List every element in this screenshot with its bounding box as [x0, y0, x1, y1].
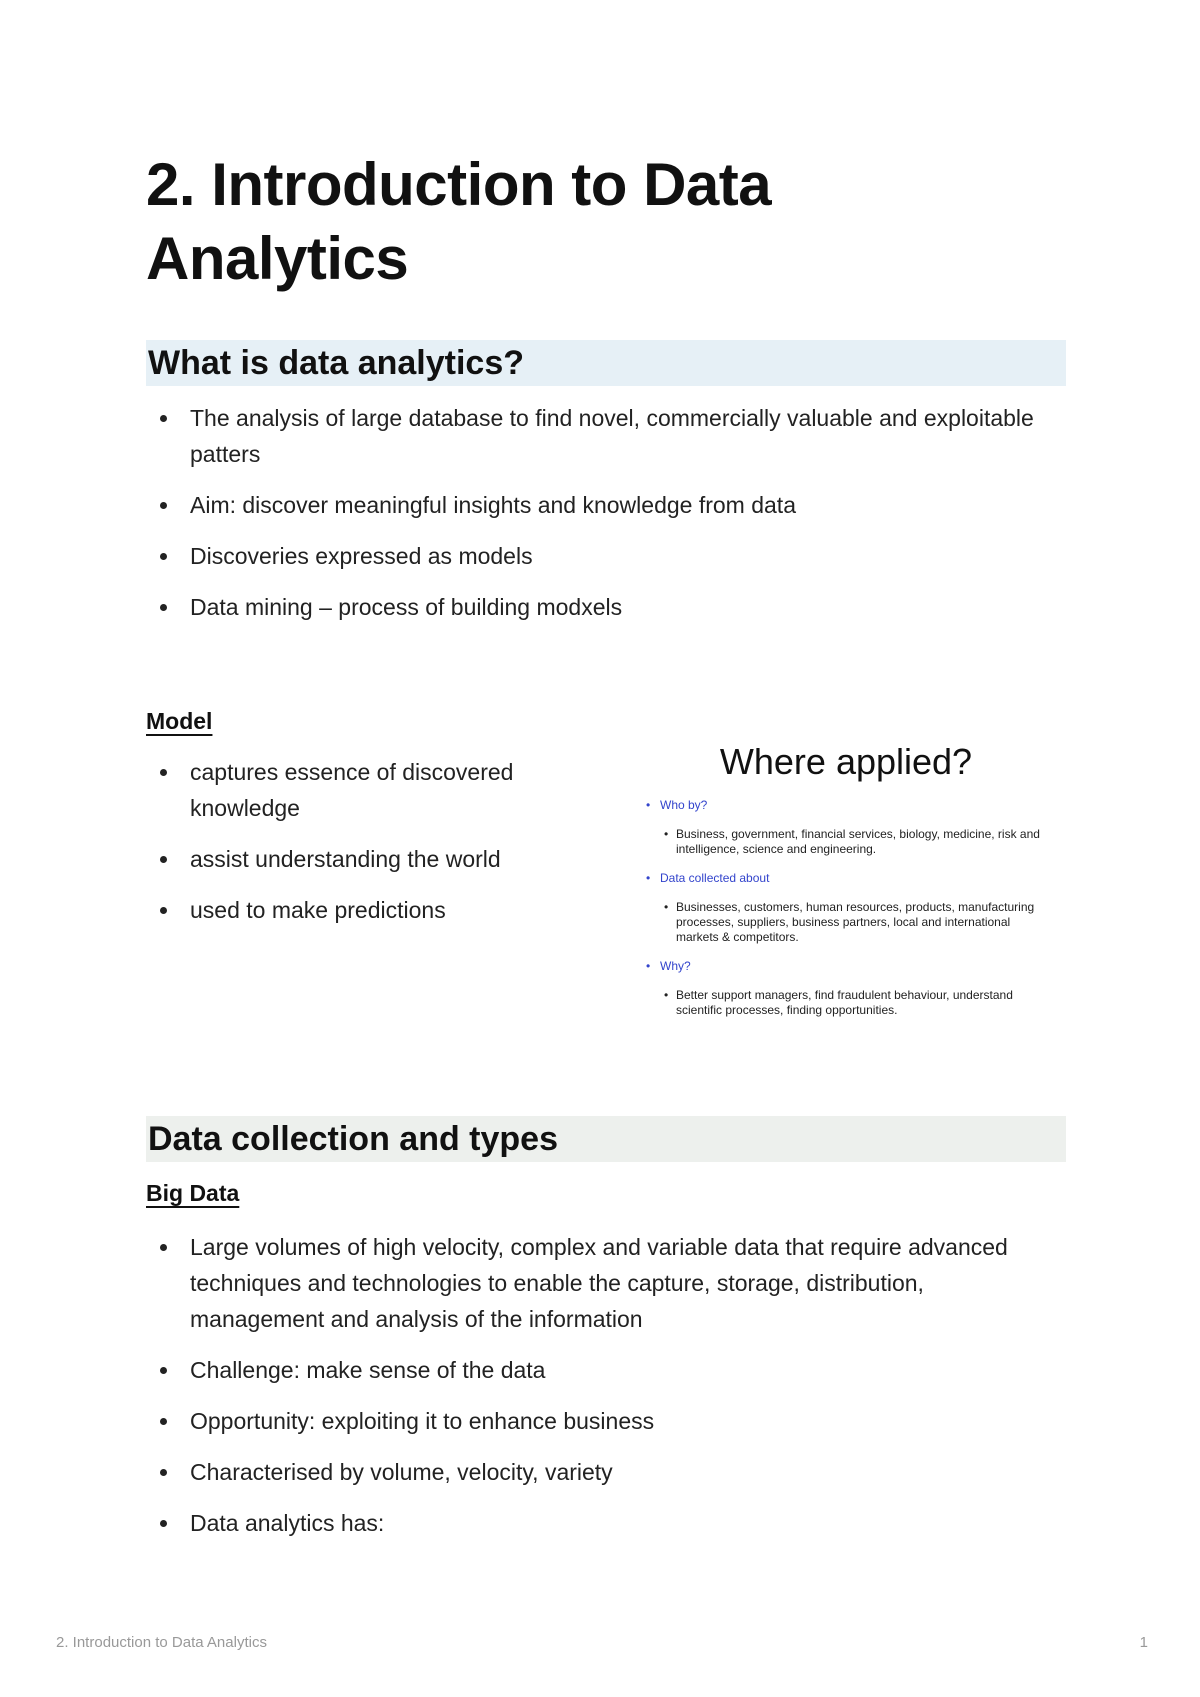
bullet-list-model: [146, 754, 606, 943]
list-item: The analysis of large database to find novel, commercially valuable and exploitable patters: [146, 400, 1046, 472]
slide-question: • Why?: [636, 959, 1056, 974]
subheading-model: Model: [146, 708, 213, 734]
list-item: Data mining – process of building modxels: [146, 589, 1046, 625]
subheading-big-data: Big Data: [146, 1180, 240, 1206]
slide-question: • Data collected about: [636, 871, 1056, 886]
slide-answer: • Business, government, financial services, biology, medicine, risk and intelligence, science and engineering.: [636, 827, 1056, 857]
bullet-list-big-data: [146, 1229, 1026, 1556]
slide-bullet-list: [636, 798, 1056, 1032]
list-item: Characterised by volume, velocity, variety: [146, 1454, 1026, 1490]
list-item: Opportunity: exploiting it to enhance business: [146, 1403, 1026, 1439]
list-item: Large volumes of high velocity, complex and variable data that require advanced techniques and technologies to enable the capture, storage, distribution, management and analysis of the information: [146, 1229, 1026, 1337]
section-heading-data-collection: Data collection and types: [146, 1116, 1066, 1162]
list-item: used to make predictions: [146, 892, 606, 928]
list-item: Challenge: make sense of the data: [146, 1352, 1026, 1388]
footer-page-number: 1: [1139, 1634, 1148, 1651]
list-item: assist understanding the world: [146, 841, 606, 877]
page-title: 2. Introduction to Data Analytics: [146, 151, 772, 292]
section-heading-what-is-data-analytics: What is data analytics?: [146, 340, 1066, 386]
slide-question: • Who by?: [636, 798, 1056, 813]
slide-answer: • Better support managers, find fraudulent behaviour, understand scientific processes, finding opportunities.: [636, 988, 1056, 1018]
slide-answer: • Businesses, customers, human resources, products, manufacturing processes, suppliers, business partners, local and international markets & competitors.: [636, 900, 1056, 945]
list-item: captures essence of discovered knowledge: [146, 754, 606, 826]
bullet-list-data-analytics: [146, 400, 1046, 640]
where-applied-slide-image: [636, 740, 1056, 1040]
list-item: Discoveries expressed as models: [146, 538, 1046, 574]
slide-title: Where applied?: [719, 741, 973, 782]
list-item: Data analytics has:: [146, 1505, 1026, 1541]
list-item: Aim: discover meaningful insights and knowledge from data: [146, 487, 1046, 523]
footer-title: 2. Introduction to Data Analytics: [56, 1634, 267, 1651]
